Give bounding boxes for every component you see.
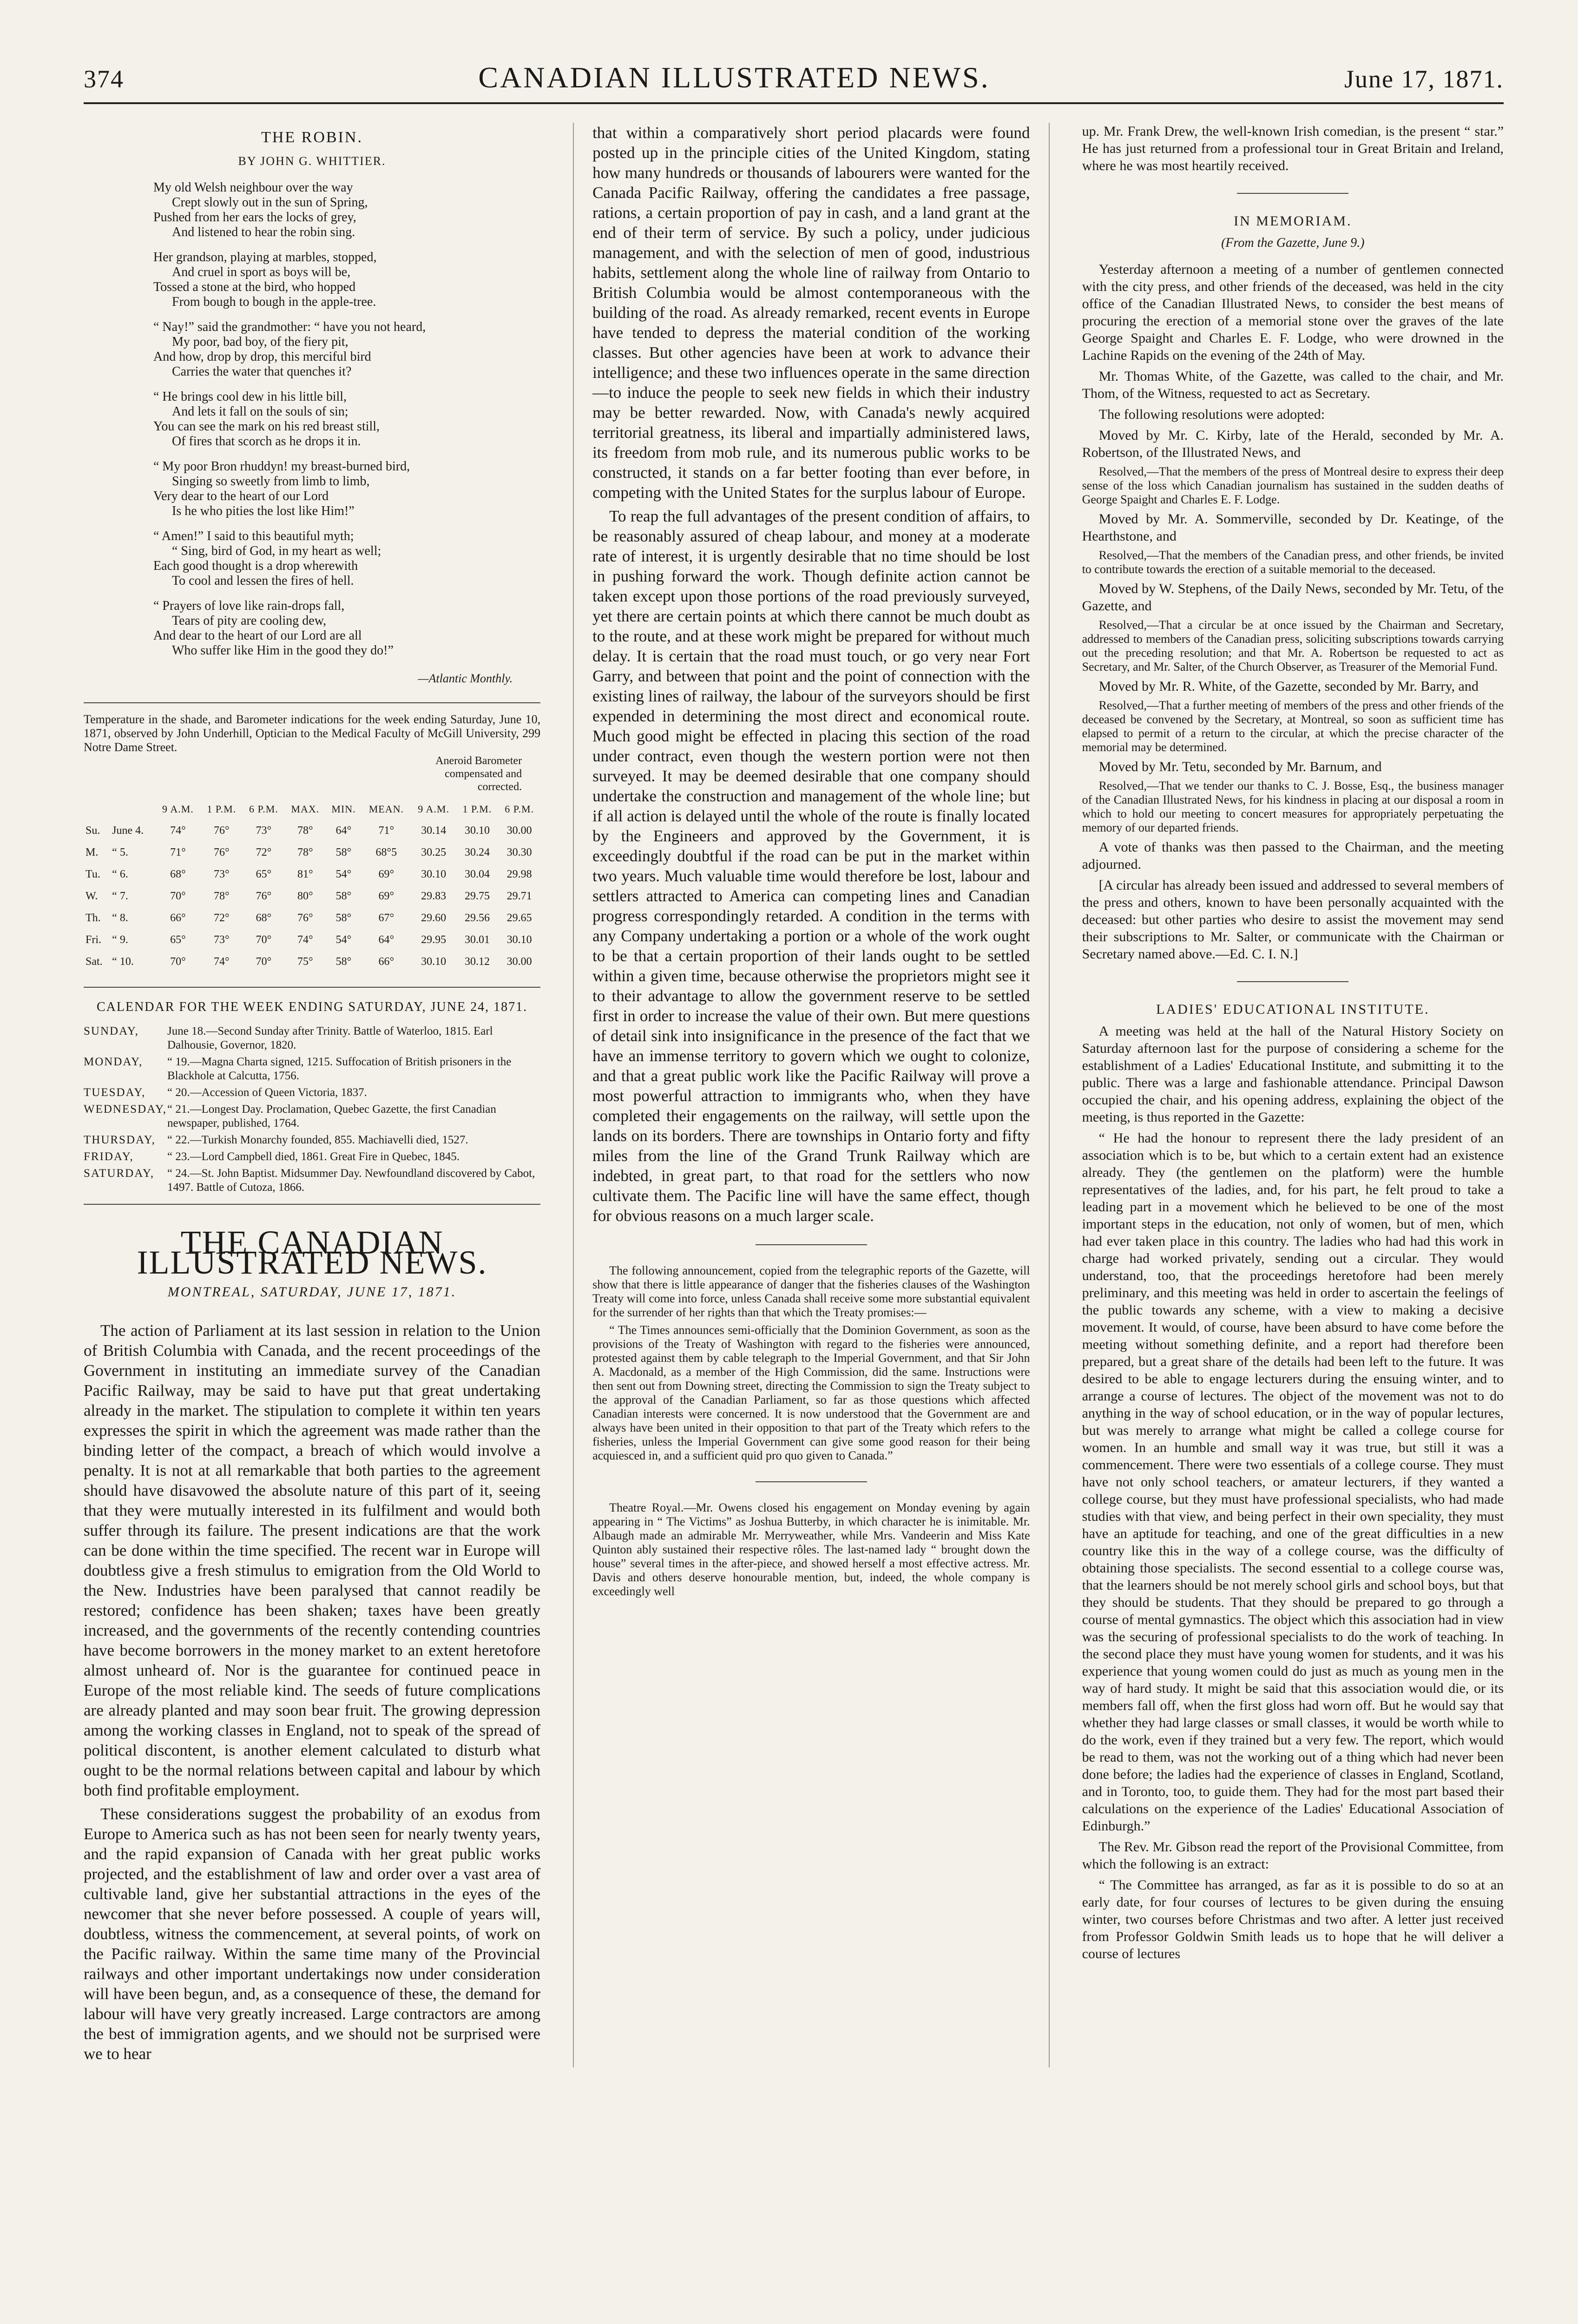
table-cell: 29.75	[464, 890, 490, 902]
temperature-column-header: MEAN.	[368, 803, 404, 815]
article-paragraph: The following resolutions were adopted:	[1098, 407, 1325, 422]
table-cell: 30.10	[421, 956, 447, 968]
table-cell: “ 6.	[112, 868, 128, 880]
poem-line: Singing so sweetly from limb to limb,	[172, 474, 370, 489]
poem-title: THE ROBIN.	[261, 129, 363, 146]
divider	[1237, 193, 1348, 194]
poem-body	[84, 180, 540, 658]
article-paragraph: Moved by W. Stephens, of the Daily News, seconded by Mr. Tetu, of the Gazette, and	[1082, 581, 1504, 614]
divider	[84, 987, 540, 988]
aneroid-note	[84, 754, 540, 793]
table-cell: June 4.	[112, 825, 144, 837]
calendar-entry	[84, 1167, 540, 1195]
ladies-institute-body	[1082, 1023, 1504, 1962]
table-cell: 58°	[335, 956, 352, 968]
article-paragraph: Resolved,—That the members of the Canadian press, and other friends, be invited to contribute towards the erection of a suitable memorial to the deceased.	[1082, 548, 1504, 576]
table-cell: 75°	[297, 956, 313, 968]
table-cell: 30.14	[421, 825, 447, 837]
theatre-continuation: up. Mr. Frank Drew, the well-known Irish comedian, is the present “ star.” He has just returned from a professional tour in Great Britain and Ireland, where he was most heartily received.	[1082, 124, 1504, 173]
editorial-dateline: MONTREAL, SATURDAY, JUNE 17, 1871.	[167, 1284, 457, 1300]
table-cell: 72°	[256, 846, 272, 858]
fisheries-quote: “ The Times announces semi-officially that the Dominion Government, as soon as the provisions of the Treaty of Washington with regard to the fisheries were announced, protested against them by cable telegraph to the Imperial Government, and that Sir John A. Macdonald, as a member of the High Commission, did the same. Instructions were then sent out from Downing street, directing the Commission to sign the Treaty subject to the approval of the Canadian Parliament, so far as those questions which affected Canadian interests were concerned. It is now understood that the Government are and always have been united in their opposition to that part of the Treaty which refers to the fisheries, unless the Imperial Government can give some good reason for their being acquiesced in, and a sufficient quid pro quo given to Canada.”	[592, 1323, 1030, 1462]
table-cell: 76°	[213, 825, 230, 837]
ladies-institute-title: LADIES' EDUCATIONAL INSTITUTE.	[1156, 1002, 1430, 1017]
table-cell: Th.	[85, 912, 101, 924]
editorial-paragraph: To reap the full advantages of the present condition of affairs, to be reasonably assured of cheap labour, and money at a moderate rate of interest, it is urgently desirable that no time should be lost in pushing forward the work. Though definite action cannot be taken except upon those portions of the road previously surveyed, yet there are certain points at which there cannot be much doubt as to the route, and at these work might be prepared for without much delay. It is certain that the road must touch, or go very near Fort Garry, and between that point and the point of connection with the existing lines of railway, the labour of the surveyors should be first expended in determining the most direct and economical route. Much good might be effected in placing this section of the road under contract, even though the western portion were not then surveyed. It may be deemed desirable that one company should undertake the construction and management of the whole line; but if all action is delayed until the whole of the route is finally located by the Engineers and approved by the Government, it is exceedingly doubtful if the road can be put in the market within two years. Much valuable time would therefore be lost, labour and settlers attracted to America can competing lines and Canadian progress correspondingly retarded. A condition in the terms with any Company undertaking a portion or a whole of the work ought to be that a certain proportion of their lands ought to be settled within a given time, because otherwise the proprietors might see it to their advantage to allow the government reserve to be settled first in order to increase the value of their own. But mere questions of detail sink into insignificance in the presence of the fact that we have an immense territory to govern which we ought to colonize, and that a great public work like the Pacific Railway will prove a most powerful attraction to immigrants who, when they have completed their engagements on the railway, will settle upon the lands on its borders. There are townships in Ontario forty and fifty miles from the line of the Grand Trunk Railway which are indebted, in great part, to that road for the settlers who now cultivate them. The Pacific line will have the same effect, though for obvious reasons on a much larger scale.	[592, 507, 1030, 1225]
table-cell: 72°	[213, 912, 230, 924]
page-number: 374	[84, 65, 124, 93]
temperature-header-row	[84, 798, 540, 820]
table-cell: “ 8.	[112, 912, 128, 924]
divider	[756, 1244, 867, 1245]
article-paragraph: Moved by Mr. A. Sommerville, seconded by Dr. Keatinge, of the Hearthstone, and	[1082, 511, 1504, 544]
poem-line: Crept slowly out in the sun of Spring,	[172, 195, 368, 210]
calendar-entry	[84, 1150, 540, 1164]
table-cell: 78°	[297, 846, 313, 858]
column-3	[1082, 123, 1504, 2067]
table-cell: 67°	[378, 912, 394, 924]
table-cell: 73°	[213, 868, 230, 880]
table-cell: 70°	[170, 956, 186, 968]
aneroid-line: corrected.	[477, 781, 522, 793]
table-cell: Sat.	[85, 956, 103, 968]
calendar-title: CALENDAR FOR THE WEEK ENDING SATURDAY, JUNE 24, 1871.	[96, 1000, 528, 1014]
table-cell: 64°	[335, 825, 352, 837]
table-cell: 65°	[170, 934, 186, 946]
poem-line: “ Prayers of love like rain-drops fall,	[153, 599, 345, 613]
table-row	[84, 864, 540, 885]
column-2	[573, 123, 1049, 2067]
calendar-day: SATURDAY,	[84, 1167, 155, 1180]
article-paragraph: Moved by Mr. C. Kirby, late of the Herald, seconded by Mr. A. Robertson, of the Illustrated News, and	[1082, 428, 1504, 460]
calendar-entry	[84, 1103, 540, 1130]
calendar-day: FRIDAY,	[84, 1150, 134, 1163]
table-cell: 70°	[170, 890, 186, 902]
table-cell: 29.98	[506, 868, 532, 880]
table-cell: 74°	[297, 934, 313, 946]
table-cell: M.	[85, 846, 99, 858]
temperature-body	[84, 820, 540, 973]
article-paragraph: “ He had the honour to represent there the lady president of an association which is to be, but which to a certain extent had an existence already. They (the gentlemen on the platform) were the humble representatives of the ladies, and, for his part, he felt proud to take a leading part in a movement which he believed to be one of the most important steps in the education, not only of women, but of men, which had ever taken place in this country. The ladies who had had this work in charge had worked privately, sending out a circular. They would understand, too, that the proceedings heretofore had been merely preliminary, and this meeting was held in order to ascertain the feelings of the public towards any scheme, with a view to making a decisive movement. It would, of course, have been absurd to have come before the meeting without something definite, and a report had therefore been prepared, but a great share of the details had been left to the future. It was desired to be able to engage lecturers during the ensuing winter, and to arrange a course of lectures. The object of the movement was not to do anything in the way of school education, or in the way of popular lectures, but was merely to arrange what might be called a college course for women. In an humble and small way it was true, but still it was a commencement. There were two essentials of a college course. They must have not only school teachers, or amateur lecturers, if they wanted a college course, but they must have professional specialists, who had made studies with that view, and being perfect in their own speciality, they must have an aptitude for teaching, and one of the great difficulties in a new country like this in the way of a college course, was the difficulty of obtaining those specialists. The second essential to a college course was, that the learners should be not merely school girls and school boys, but that they should be students. That they should be prepared to go through a course of mental gymnastics. The object which this association had in view was the securing of professional specialists to do the work of teaching. In the second place they must have young women for students, and it was his experience that young women could do just as much as young men in the way of hard study. It might be said that this association would die, or its members fall off, when the first gloss had worn off. But he would say that whether they had large classes or small classes, it would be worth while to do the work, even if they trained but a very few. The report, which would be read to them, was not the working out of a thing which had never been done before; the ladies had the experience of classes in England, Scotland, and in Toronto, too, to guide them. They had for the most part based their calculations on the experience of the Ladies' Educational Association of Edinburgh.”	[1082, 1130, 1504, 1834]
page-header	[84, 60, 1504, 104]
calendar-text: June 18.—Second Sunday after Trinity. Battle of Waterloo, 1815. Earl Dalhousie, Governor, 1820.	[167, 1025, 493, 1051]
article-paragraph: Moved by Mr. R. White, of the Gazette, seconded by Mr. Barry, and	[1098, 679, 1479, 694]
table-cell: W.	[85, 890, 98, 902]
table-cell: Fri.	[85, 934, 102, 946]
temperature-column-header: 6 P.M.	[505, 803, 534, 815]
calendar-entry	[84, 1055, 540, 1083]
article-paragraph: Resolved,—That a further meeting of members of the press and other friends of the deceased be convened by the Secretary, at Montreal, so soon as sufficient time has elapsed to permit of a return to the circular, at which the precise character of the memorial may be determined.	[1082, 699, 1504, 754]
poem-line: Very dear to the heart of our Lord	[153, 489, 329, 503]
divider	[84, 1204, 540, 1205]
poem-line: Pushed from her ears the locks of grey,	[153, 210, 356, 224]
poem-line: To cool and lessen the fires of hell.	[172, 574, 354, 588]
table-cell: 30.10	[421, 868, 447, 880]
table-cell: 69°	[378, 868, 394, 880]
divider	[756, 1481, 867, 1482]
table-cell: 70°	[256, 934, 272, 946]
table-cell: 29.95	[421, 934, 447, 946]
article-paragraph: A meeting was held at the hall of the Natural History Society on Saturday afternoon last for the purpose of considering a scheme for the establishment of a Ladies' Educational Institute, and submitting it to the public. There was a large and fashionable attendance. Principal Dawson occupied the chair, and his opening address, explaining the object of the meeting, is thus reported in the Gazette:	[1082, 1023, 1504, 1125]
table-cell: “ 10.	[112, 956, 134, 968]
poem-stanza	[153, 180, 540, 240]
poem-stanza	[153, 250, 540, 310]
poem-line: Who suffer like Him in the good they do!”	[172, 643, 394, 658]
editorial-paragraph: The action of Parliament at its last session in relation to the Union of British Columbia with Canada, and the recent proceedings of the Government in instituting an immediate survey of the Canadian Pacific Railway, may be said to have put that great undertaking already in the market. The stipulation to complete it within ten years expresses the spirit in which the agreement was made rather than the binding letter of the compact, a breach of which would involve a penalty. It is not at all remarkable that both parties to the agreement should have disavowed the absolute nature of this part of it, seeing that they were mutually interested in its fulfilment and would both suffer through its failure. The present indications are that the work can be done within the time specified. The recent war in Europe will doubtless give a fresh stimulus to emigration from the Old World to the New. Industries have been paralysed that cannot readily be restored; confidence has been shaken; taxes have been greatly increased, and the governments of the recently contending countries have become borrowers in the money market to an extent heretofore almost unheard of. Nor is the guarantee for continued peace in Europe of the most reliable kind. The seeds of future complications are already planted and may soon bear fruit. The growing depression among the working classes in England, not to speak of the spread of political discontent, is another element calculated to disturb what ought to be the normal relations between capital and labour by which both find profitable employment.	[84, 1321, 541, 1799]
table-cell: 58°	[335, 890, 352, 902]
poem-line: “ Nay!” said the grandmother: “ have you not heard,	[153, 320, 426, 334]
issue-date: June 17, 1871.	[1344, 65, 1504, 93]
poem-line: Tossed a stone at the bird, who hopped	[153, 280, 356, 294]
masthead: CANADIAN ILLUSTRATED NEWS.	[478, 61, 990, 94]
table-cell: 73°	[256, 825, 272, 837]
table-row	[84, 951, 540, 973]
poem-line: And dear to the heart of our Lord are all	[153, 628, 362, 643]
table-cell: 30.04	[464, 868, 490, 880]
table-cell: “ 5.	[112, 846, 128, 858]
article-paragraph: Resolved,—That the members of the press of Montreal desire to express their deep sense of the loss which Canadian journalism has sustained in the sudden deaths of George Spaight and Charles E. F. Lodge.	[1082, 465, 1504, 506]
poem-source: —Atlantic Monthly.	[418, 672, 513, 685]
theatre-note: Theatre Royal.—Mr. Owens closed his engagement on Monday evening by again appearing in “ The Victims” as Joshua Butterby, in which character he is inimitable. Mr. Albaugh made an admirable Mr. Merryweather, while Mrs. Vandeerin and Miss Kate Quinton ably sustained their respective rôles. The last-named lady “ brought down the house” several times in the after-piece, and showed herself a most effective actress. Mr. Davis and others deserve honourable mention, but, indeed, the whole company is exceedingly well	[592, 1501, 1030, 1598]
article-paragraph: Mr. Thomas White, of the Gazette, was called to the chair, and Mr. Thom, of the Witness, requested to act as Secretary.	[1082, 369, 1504, 401]
memoriam-title: IN MEMORIAM.	[1234, 213, 1352, 229]
table-cell: 29.60	[421, 912, 447, 924]
poem-line: And lets it fall on the souls of sin;	[172, 404, 348, 419]
table-cell: 70°	[256, 956, 272, 968]
table-cell: 71°	[378, 825, 394, 837]
table-cell: 68°	[170, 868, 186, 880]
table-cell: 68°	[256, 912, 272, 924]
poem-line: Is he who pities the lost like Him!”	[172, 504, 355, 518]
table-cell: 64°	[378, 934, 394, 946]
calendar-text: “ 19.—Magna Charta signed, 1215. Suffocation of British prisoners in the Blackhole at Calcutta, 1756.	[167, 1056, 512, 1082]
temperature-table	[84, 798, 540, 973]
temperature-column-header: 1 P.M.	[207, 803, 237, 815]
article-paragraph: Yesterday afternoon a meeting of a number of gentlemen connected with the city press, and other friends of the deceased, was held in the city office of the Canadian Illustrated News, to consider the best means of procuring the erection of a memorial stone over the graves of the late George Spaight and Charles E. F. Lodge, who were drowned in the Lachine Rapids on the evening of the 24th of May.	[1082, 262, 1504, 363]
editorial-paragraph: that within a comparatively short period placards were found posted up in the principle cities of the United Kingdom, stating how many hundreds or thousands of labourers were wanted for the Canada Pacific Railway, offering the candidates a free passage, rations, a certain proportion of pay in cash, and a land grant at the end of their term of service. By such a policy, under judicious management, and with the selection of men of good, industrious habits, settlement along the whole line of railway from Ontario to British Columbia would be almost contemporaneous with the building of the road. As already remarked, recent events in Europe have tended to depress the material condition of the working classes. But other agencies have been at work to advance their intelligence; and these two influences operate in the same direction—to induce the people to seek new fields in which their industry may be better rewarded. Now, with Canada's newly acquired territorial greatness, its liberal and impartially administered laws, its freedom from mob rule, and its numerous public works to be constructed, it stands on a far better footing than ever before, in competing with the United States for the surplus labour of Europe.	[592, 124, 1030, 502]
temperature-column-header: 9 A.M.	[162, 803, 194, 815]
poem-stanza	[153, 320, 540, 379]
fisheries-intro: The following announcement, copied from the telegraphic reports of the Gazette, will show that there is little appearance of danger that the fisheries clauses of the Washington Treaty will come into force, unless Canada shall receive some more substantial equivalent for the surrender of her rights than that which the Treaty promises:—	[592, 1264, 1030, 1319]
temperature-column-header	[110, 798, 155, 820]
table-cell: 66°	[378, 956, 394, 968]
table-row	[84, 842, 540, 864]
poem-line: Of fires that scorch as he drops it in.	[172, 434, 361, 449]
table-cell: 29.83	[421, 890, 447, 902]
calendar-day: MONDAY,	[84, 1056, 143, 1068]
table-cell: 30.24	[464, 846, 490, 858]
table-cell: 29.65	[506, 912, 532, 924]
table-cell: 29.56	[464, 912, 490, 924]
article-paragraph: Resolved,—That we tender our thanks to C. J. Bosse, Esq., the business manager of the Canadian Illustrated News, for his kindness in placing at our disposal a room in which to hold our meeting to concert measures for appropriately perpetuating the memory of our departed friends.	[1082, 779, 1504, 834]
temperature-intro: Temperature in the shade, and Barometer indications for the week ending Saturday, June 10, 1871, observed by John Underhill, Optician to the Medical Faculty of McGill University, 299 Notre Dame Street.	[84, 713, 541, 754]
table-row	[84, 885, 540, 907]
poem-byline: BY JOHN G. WHITTIER.	[238, 154, 386, 168]
poem-stanza	[153, 529, 540, 588]
table-cell: 30.00	[506, 956, 532, 968]
divider	[1237, 981, 1348, 982]
poem-line: “ Amen!” I said to this beautiful myth;	[153, 529, 354, 543]
table-cell: 30.01	[464, 934, 490, 946]
article-paragraph: Resolved,—That a circular be at once issued by the Chairman and Secretary, addressed to members of the Canadian press, soliciting subscriptions towards carrying out the preceding resolution; and that Mr. A. Robertson be requested to act as Secretary, and Mr. Salter, of the Church Observer, as Treasurer of the Memorial Fund.	[1082, 618, 1504, 673]
table-cell: 30.10	[464, 825, 490, 837]
table-cell: 54°	[335, 868, 352, 880]
table-row	[84, 820, 540, 842]
calendar-text: “ 20.—Accession of Queen Victoria, 1837.	[167, 1086, 367, 1099]
table-cell: 73°	[213, 934, 230, 946]
table-cell: 76°	[213, 846, 230, 858]
divider	[84, 702, 540, 703]
poem-line: “ Sing, bird of God, in my heart as well;	[172, 544, 381, 558]
memoriam-source: (From the Gazette, June 9.)	[1221, 236, 1365, 250]
temperature-column-header: 6 P.M.	[249, 803, 278, 815]
table-cell: 71°	[170, 846, 186, 858]
poem-line: From bough to bough in the apple-tree.	[172, 295, 376, 309]
poem-line: Tears of pity are cooling dew,	[172, 614, 327, 628]
calendar-text: “ 21.—Longest Day. Proclamation, Quebec Gazette, the first Canadian newspaper, published, 1764.	[167, 1103, 496, 1129]
table-cell: 66°	[170, 912, 186, 924]
table-cell: 78°	[297, 825, 313, 837]
table-cell: Su.	[85, 825, 100, 837]
calendar-entry	[84, 1024, 540, 1052]
poem-line: Her grandson, playing at marbles, stopped,	[153, 250, 377, 264]
table-cell: 76°	[297, 912, 313, 924]
editorial-title: THE CANADIAN ILLUSTRATED NEWS.	[137, 1224, 487, 1281]
table-cell: 69°	[378, 890, 394, 902]
poem-line: And cruel in sport as boys will be,	[172, 265, 351, 279]
article-paragraph: A vote of thanks was then passed to the Chairman, and the meeting adjourned.	[1082, 839, 1504, 872]
calendar-day: SUNDAY,	[84, 1025, 139, 1037]
poem-line: You can see the mark on his red breast still,	[153, 419, 380, 434]
table-cell: 58°	[335, 846, 352, 858]
poem-line: And how, drop by drop, this merciful bird	[153, 350, 371, 364]
temperature-column-header: MIN.	[331, 803, 356, 815]
column-1	[84, 123, 540, 2067]
calendar-list	[84, 1024, 540, 1195]
calendar-text: “ 22.—Turkish Monarchy founded, 855. Machiavelli died, 1527.	[167, 1134, 468, 1146]
table-cell: 54°	[335, 934, 352, 946]
table-cell: 78°	[213, 890, 230, 902]
poem-line: “ My poor Bron rhuddyn! my breast-burned bird,	[153, 459, 410, 474]
article-paragraph: The Rev. Mr. Gibson read the report of the Provisional Committee, from which the following is an extract:	[1082, 1839, 1504, 1872]
table-cell: “ 7.	[112, 890, 128, 902]
poem-line: And listened to hear the robin sing.	[172, 225, 355, 239]
table-cell: 68°5	[375, 846, 397, 858]
poem-line: My poor, bad boy, of the fiery pit,	[172, 335, 348, 349]
editorial-paragraph: These considerations suggest the probability of an exodus from Europe to America such as has not been seen for nearly twenty years, and the rapid expansion of Canada with her great public works projected, and the establishment of law and order over a vast area of cultivable land, give her substantial attractions in the eyes of the newcomer that she never before possessed. A couple of years will, doubtless, witness the commencement, at several points, of work on the Pacific railway. Within the same time many of the Provincial railways and other important undertakings now under consideration will have been begun, and, as a consequence of these, the demand for labour will have very greatly increased. Large contractors are among the best of immigration agents, and we should not be surprised were we to hear	[84, 1805, 541, 2063]
columns	[84, 123, 1504, 2067]
temperature-column-header	[84, 798, 110, 820]
table-cell: “ 9.	[112, 934, 128, 946]
table-cell: 58°	[335, 912, 352, 924]
calendar-day: TUESDAY,	[84, 1086, 146, 1099]
calendar-text: “ 23.—Lord Campbell died, 1861. Great Fire in Quebec, 1845.	[167, 1150, 460, 1163]
poem-line: Each good thought is a drop wherewith	[153, 559, 358, 573]
temperature-column-header: 9 A.M.	[418, 803, 449, 815]
temperature-column-header: MAX.	[291, 803, 320, 815]
calendar-day: WEDNESDAY,	[84, 1103, 167, 1116]
table-row	[84, 929, 540, 951]
table-cell: 30.25	[421, 846, 447, 858]
table-row	[84, 907, 540, 929]
table-cell: 30.30	[506, 846, 532, 858]
poem-line: My old Welsh neighbour over the way	[153, 180, 353, 195]
table-cell: 76°	[256, 890, 272, 902]
table-cell: 65°	[256, 868, 272, 880]
poem-stanza	[153, 459, 540, 519]
table-cell: 29.71	[506, 890, 532, 902]
poem-stanza	[153, 599, 540, 658]
poem-line: “ He brings cool dew in his little bill,	[153, 390, 347, 404]
table-cell: 80°	[297, 890, 313, 902]
article-paragraph: Moved by Mr. Tetu, seconded by Mr. Barnum, and	[1098, 759, 1382, 774]
aneroid-line: compensated and	[445, 768, 522, 780]
calendar-text: “ 24.—St. John Baptist. Midsummer Day. Newfoundland discovered by Cabot, 1497. Battle of Cutoza, 1866.	[167, 1167, 535, 1194]
calendar-entry	[84, 1086, 540, 1100]
table-cell: Tu.	[85, 868, 100, 880]
calendar-day: THURSDAY,	[84, 1134, 156, 1146]
table-cell: 74°	[170, 825, 186, 837]
poem-line: Carries the water that quenches it?	[172, 364, 352, 379]
table-cell: 81°	[297, 868, 313, 880]
table-cell: 30.10	[506, 934, 532, 946]
article-paragraph: “ The Committee has arranged, as far as it is possible to do so at an early date, for four courses of lectures to be given during the ensuing winter, two courses before Christmas and two after. A letter just received from Professor Goldwin Smith leads us to hope that he will deliver a course of lectures	[1082, 1877, 1504, 1961]
table-cell: 74°	[213, 956, 230, 968]
calendar-entry	[84, 1133, 540, 1147]
temperature-column-header: 1 P.M.	[462, 803, 492, 815]
memoriam-body	[1082, 261, 1504, 963]
aneroid-line: Aneroid Barometer	[435, 755, 522, 767]
table-cell: 30.00	[506, 825, 532, 837]
article-paragraph: [A circular has already been issued and addressed to several members of the press and others, known to have been personally acquainted with the deceased: but other parties who desire to assist the movement may send their subscriptions to Mr. Salter, or communicate with the Chairman or Secretary named above.—Ed. C. I. N.]	[1082, 878, 1504, 962]
poem-stanza	[153, 390, 540, 449]
table-cell: 30.12	[464, 956, 490, 968]
